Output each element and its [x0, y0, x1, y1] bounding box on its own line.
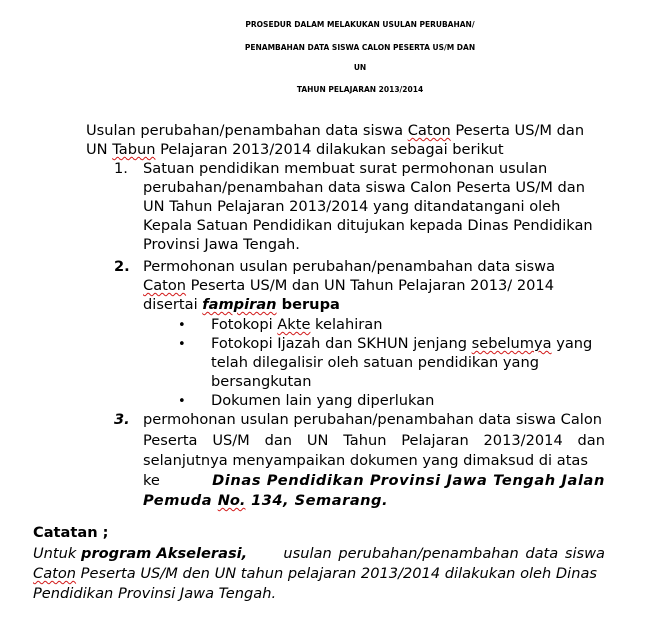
misspelled-word: Caton	[407, 122, 451, 139]
item-1-line-3: UN Tahun Pelajaran 2013/2014 yang ditandatangani oleh	[143, 198, 561, 215]
item-1-line-4: Kepala Satuan Pendidikan ditujukan kepada Dinas Pendidikan	[143, 217, 593, 234]
bullet-2-line-3: bersangkutan	[211, 373, 312, 390]
item-3-line-1: permohonan usulan perubahan/penambahan data siswa Calon	[143, 411, 603, 428]
misspelled-word: Caton	[33, 565, 77, 582]
item-2-number: 2.	[114, 258, 130, 275]
item-1-line-2: perubahan/penambahan data siswa Calon Peserta US/M dan	[143, 179, 585, 196]
intro-line-1: Usulan perubahan/penambahan data siswa Caton Peserta US/M dan	[86, 122, 585, 139]
bullet-2-line-1: Fotokopi Ijazah dan SKHUN jenjang sebelumya yang	[211, 335, 593, 352]
item-3-line-2: Peserta US/M dan UN Tahun Pelajaran 2013/2014 dan	[143, 432, 605, 449]
catatan-line-1: Untuk program Akselerasi, usulan perubahan/penambahan data siswa	[33, 545, 605, 562]
bullet-icon: •	[178, 318, 186, 333]
bullet-1-text: Fotokopi Akte kelahiran	[211, 316, 383, 333]
misspelled-word: No.	[217, 492, 246, 509]
misspelled-word: sebelumya	[471, 335, 552, 352]
intro-line-2: UN Tabun Pelajaran 2013/2014 dilakukan sebagai berikut	[86, 141, 504, 158]
bullet-3-text: Dokumen lain yang diperlukan	[211, 392, 435, 409]
title-line-1: PROSEDUR DALAM MELAKUKAN USULAN PERUBAHAN/	[245, 20, 475, 29]
misspelled-word: Tabun	[112, 141, 156, 158]
title-line-2: PENAMBAHAN DATA SISWA CALON PESERTA US/M DAN	[244, 43, 476, 52]
catatan-line-2: Caton Peserta US/M den UN tahun pelajaran 2013/2014 dilakukan oleh Dinas	[33, 565, 598, 582]
bullet-2-line-2: telah dilegalisir oleh satuan pendidikan yang	[211, 354, 539, 371]
item-1-line-5: Provinsi Jawa Tengah.	[143, 236, 300, 253]
title-line-3: UN	[353, 63, 367, 72]
misspelled-word: Caton	[143, 277, 187, 294]
item-1-number: 1.	[114, 160, 128, 177]
misspelled-word: Akte	[277, 316, 311, 333]
bullet-icon: •	[178, 337, 186, 352]
item-2-line-2: Caton Peserta US/M dan UN Tahun Pelajaran 2013/ 2014	[143, 277, 555, 294]
catatan-heading: Catatan ;	[33, 524, 109, 541]
misspelled-word: fampiran	[202, 296, 277, 313]
item-1-line-1: Satuan pendidikan membuat surat permohonan usulan	[143, 160, 548, 177]
item-3-line-4: ke Dinas Pendidikan Provinsi Jawa Tengah Jalan	[143, 472, 605, 489]
item-3-line-3: selanjutnya menyampaikan dokumen yang dimaksud di atas	[143, 452, 588, 469]
catatan-line-3: Pendidikan Provinsi Jawa Tengah.	[33, 585, 277, 602]
title-line-4: TAHUN PELAJARAN 2013/2014	[296, 85, 424, 94]
item-2-line-1: Permohonan usulan perubahan/penambahan data siswa	[143, 258, 556, 275]
item-2-line-3: disertai fampiran berupa	[143, 296, 340, 313]
item-3-line-5: Pemuda No. 134, Semarang.	[143, 492, 389, 509]
bullet-icon: •	[178, 394, 186, 409]
item-3-number: 3.	[114, 411, 130, 428]
